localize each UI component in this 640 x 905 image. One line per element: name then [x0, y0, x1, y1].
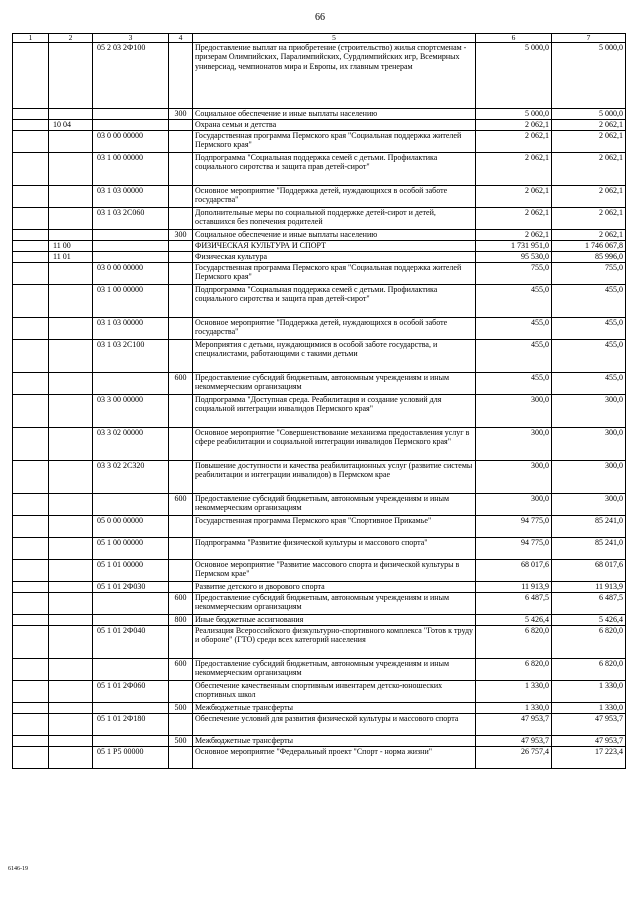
target-code-cell: 05 0 00 00000 — [93, 516, 169, 538]
expense-type-cell — [169, 186, 193, 208]
section-code-cell — [49, 461, 93, 494]
section-code-cell — [49, 263, 93, 285]
target-code-cell — [93, 252, 169, 263]
amount-col6-cell: 5 000,0 — [476, 43, 552, 109]
amount-col7-cell: 455,0 — [552, 373, 626, 395]
description-cell: Социальное обеспечение и иные выплаты населению — [193, 109, 476, 120]
amount-col7-cell: 2 062,1 — [552, 186, 626, 208]
amount-col6-cell: 94 775,0 — [476, 516, 552, 538]
section-code-cell — [49, 593, 93, 615]
col1-cell — [13, 208, 49, 230]
col1-cell — [13, 626, 49, 659]
description-cell: Дополнительные меры по социальной поддержке детей-сирот и детей, оставшихся без попечения родителей — [193, 208, 476, 230]
amount-col7-cell: 11 913,9 — [552, 582, 626, 593]
header-cell: 3 — [93, 34, 169, 43]
amount-col7-cell: 1 330,0 — [552, 681, 626, 703]
col1-cell — [13, 615, 49, 626]
expense-type-cell: 300 — [169, 230, 193, 241]
amount-col7-cell: 2 062,1 — [552, 230, 626, 241]
amount-col6-cell: 95 530,0 — [476, 252, 552, 263]
description-cell: Предоставление субсидий бюджетным, автономным учреждениям и иным некоммерческим организациям — [193, 659, 476, 681]
description-cell: Предоставление субсидий бюджетным, автономным учреждениям и иным некоммерческим организациям — [193, 494, 476, 516]
target-code-cell: 03 1 03 00000 — [93, 186, 169, 208]
target-code-cell: 03 1 00 00000 — [93, 285, 169, 318]
section-code-cell — [49, 714, 93, 736]
target-code-cell — [93, 241, 169, 252]
section-code-cell — [49, 626, 93, 659]
description-cell: ФИЗИЧЕСКАЯ КУЛЬТУРА И СПОРТ — [193, 241, 476, 252]
col1-cell — [13, 516, 49, 538]
expense-type-cell — [169, 538, 193, 560]
amount-col6-cell: 5 426,4 — [476, 615, 552, 626]
section-code-cell — [49, 538, 93, 560]
table-row — [13, 340, 626, 373]
footer-code: 6146-19 — [8, 866, 28, 872]
description-cell: Предоставление выплат на приобретение (строительство) жилья спортсменам - призерам Олимпийских, Паралимпийских, Сурдлимпийских игр, Всемирных универсиад, чемпионатов мира и Европы, их главным тренерам — [193, 43, 476, 109]
section-code-cell — [49, 131, 93, 153]
description-cell: Охрана семьи и детства — [193, 120, 476, 131]
col1-cell — [13, 461, 49, 494]
col1-cell — [13, 252, 49, 263]
amount-col6-cell: 455,0 — [476, 285, 552, 318]
amount-col7-cell: 2 062,1 — [552, 131, 626, 153]
table-row — [13, 109, 626, 120]
header-cell: 7 — [552, 34, 626, 43]
expense-type-cell — [169, 131, 193, 153]
col1-cell — [13, 593, 49, 615]
expense-type-cell: 600 — [169, 494, 193, 516]
amount-col6-cell: 5 000,0 — [476, 109, 552, 120]
description-cell: Развитие детского и дворового спорта — [193, 582, 476, 593]
target-code-cell: 05 1 00 00000 — [93, 538, 169, 560]
amount-col7-cell: 5 000,0 — [552, 43, 626, 109]
expense-type-cell — [169, 747, 193, 769]
description-cell: Основное мероприятие "Федеральный проект "Спорт - норма жизни" — [193, 747, 476, 769]
col1-cell — [13, 340, 49, 373]
description-cell: Реализация Всероссийского физкультурно-спортивного комплекса "Готов к труду и обороне" (ГТО) среди всех категорий населения — [193, 626, 476, 659]
description-cell: Предоставление субсидий бюджетным, автономным учреждениям и иным некоммерческим организациям — [193, 593, 476, 615]
target-code-cell: 03 1 03 2С100 — [93, 340, 169, 373]
col1-cell — [13, 681, 49, 703]
description-cell: Повышение доступности и качества реабилитационных услуг (развитие системы реабилитации и интеграции инвалидов) в Пермском крае — [193, 461, 476, 494]
col1-cell — [13, 241, 49, 252]
target-code-cell: 05 2 03 2Ф100 — [93, 43, 169, 109]
amount-col7-cell: 85 996,0 — [552, 252, 626, 263]
description-cell: Основное мероприятие "Поддержка детей, нуждающихся в особой заботе государства" — [193, 318, 476, 340]
section-code-cell — [49, 318, 93, 340]
table-row — [13, 626, 626, 659]
col1-cell — [13, 131, 49, 153]
section-code-cell — [49, 736, 93, 747]
amount-col6-cell: 300,0 — [476, 428, 552, 461]
description-cell: Иные бюджетные ассигнования — [193, 615, 476, 626]
description-cell: Подпрограмма "Социальная поддержка семей с детьми. Профилактика социального сиротства и защита прав детей-сирот" — [193, 153, 476, 186]
table-row — [13, 747, 626, 769]
amount-col6-cell: 47 953,7 — [476, 714, 552, 736]
amount-col7-cell: 5 426,4 — [552, 615, 626, 626]
table-row — [13, 582, 626, 593]
expense-type-cell — [169, 318, 193, 340]
description-cell: Государственная программа Пермского края "Спортивное Прикамье" — [193, 516, 476, 538]
section-code-cell — [49, 582, 93, 593]
target-code-cell — [93, 593, 169, 615]
table-row — [13, 681, 626, 703]
section-code-cell — [49, 747, 93, 769]
target-code-cell — [93, 373, 169, 395]
amount-col6-cell: 2 062,1 — [476, 230, 552, 241]
amount-col7-cell: 1 746 067,8 — [552, 241, 626, 252]
section-code-cell — [49, 395, 93, 428]
amount-col7-cell: 455,0 — [552, 340, 626, 373]
amount-col7-cell: 68 017,6 — [552, 560, 626, 582]
target-code-cell: 03 3 02 2С320 — [93, 461, 169, 494]
amount-col7-cell: 300,0 — [552, 494, 626, 516]
page-number: 66 — [315, 12, 325, 23]
amount-col6-cell: 2 062,1 — [476, 153, 552, 186]
target-code-cell: 03 1 03 2С060 — [93, 208, 169, 230]
description-cell: Мероприятия с детьми, нуждающимися в особой заботе государства, и специалистами, работающими с такими детьми — [193, 340, 476, 373]
budget-table — [12, 33, 626, 769]
table-row — [13, 373, 626, 395]
table-row — [13, 186, 626, 208]
table-row — [13, 703, 626, 714]
target-code-cell: 03 1 00 00000 — [93, 153, 169, 186]
table-row — [13, 461, 626, 494]
target-code-cell — [93, 703, 169, 714]
target-code-cell: 05 1 01 2Ф030 — [93, 582, 169, 593]
col1-cell — [13, 714, 49, 736]
expense-type-cell — [169, 241, 193, 252]
target-code-cell — [93, 120, 169, 131]
table-row — [13, 43, 626, 109]
section-code-cell — [49, 109, 93, 120]
description-cell: Обеспечение качественным спортивным инвентарем детско-юношеских спортивных школ — [193, 681, 476, 703]
col1-cell — [13, 109, 49, 120]
expense-type-cell — [169, 428, 193, 461]
description-cell: Основное мероприятие "Развитие массового спорта и физической культуры в Пермском крае" — [193, 560, 476, 582]
target-code-cell: 03 3 00 00000 — [93, 395, 169, 428]
section-code-cell — [49, 373, 93, 395]
target-code-cell: 03 0 00 00000 — [93, 131, 169, 153]
col1-cell — [13, 736, 49, 747]
col1-cell — [13, 186, 49, 208]
amount-col6-cell: 2 062,1 — [476, 186, 552, 208]
amount-col6-cell: 1 330,0 — [476, 703, 552, 714]
section-code-cell — [49, 703, 93, 714]
description-cell: Подпрограмма "Развитие физической культуры и массового спорта" — [193, 538, 476, 560]
table-row — [13, 131, 626, 153]
col1-cell — [13, 318, 49, 340]
section-code-cell — [49, 153, 93, 186]
amount-col7-cell: 2 062,1 — [552, 153, 626, 186]
section-code-cell — [49, 428, 93, 461]
col1-cell — [13, 263, 49, 285]
amount-col6-cell: 455,0 — [476, 373, 552, 395]
header-cell: 6 — [476, 34, 552, 43]
target-code-cell: 03 3 02 00000 — [93, 428, 169, 461]
table-row — [13, 120, 626, 131]
table-row — [13, 230, 626, 241]
target-code-cell — [93, 736, 169, 747]
description-cell: Подпрограмма "Доступная среда. Реабилитация и создание условий для социальной интеграции инвалидов Пермского края" — [193, 395, 476, 428]
amount-col7-cell: 6 820,0 — [552, 659, 626, 681]
amount-col6-cell: 2 062,1 — [476, 120, 552, 131]
amount-col7-cell: 6 487,5 — [552, 593, 626, 615]
amount-col6-cell: 2 062,1 — [476, 208, 552, 230]
table-row — [13, 252, 626, 263]
expense-type-cell — [169, 516, 193, 538]
table-row — [13, 736, 626, 747]
amount-col7-cell: 85 241,0 — [552, 538, 626, 560]
section-code-cell: 10 04 — [49, 120, 93, 131]
expense-type-cell — [169, 626, 193, 659]
amount-col7-cell: 47 953,7 — [552, 736, 626, 747]
amount-col7-cell: 455,0 — [552, 318, 626, 340]
amount-col7-cell: 300,0 — [552, 395, 626, 428]
table-row — [13, 560, 626, 582]
col1-cell — [13, 494, 49, 516]
col1-cell — [13, 560, 49, 582]
col1-cell — [13, 747, 49, 769]
amount-col7-cell: 300,0 — [552, 461, 626, 494]
expense-type-cell — [169, 461, 193, 494]
expense-type-cell — [169, 153, 193, 186]
target-code-cell: 05 1 01 00000 — [93, 560, 169, 582]
amount-col6-cell: 300,0 — [476, 461, 552, 494]
description-cell: Основное мероприятие "Поддержка детей, нуждающихся в особой заботе государства" — [193, 186, 476, 208]
table-row — [13, 153, 626, 186]
expense-type-cell — [169, 714, 193, 736]
amount-col7-cell: 2 062,1 — [552, 120, 626, 131]
amount-col6-cell: 755,0 — [476, 263, 552, 285]
expense-type-cell — [169, 582, 193, 593]
col1-cell — [13, 428, 49, 461]
expense-type-cell — [169, 285, 193, 318]
col1-cell — [13, 659, 49, 681]
header-cell: 2 — [49, 34, 93, 43]
target-code-cell: 03 0 00 00000 — [93, 263, 169, 285]
col1-cell — [13, 43, 49, 109]
section-code-cell — [49, 516, 93, 538]
table-row — [13, 615, 626, 626]
amount-col7-cell: 2 062,1 — [552, 208, 626, 230]
col1-cell — [13, 230, 49, 241]
description-cell: Государственная программа Пермского края "Социальная поддержка жителей Пермского края" — [193, 263, 476, 285]
expense-type-cell: 300 — [169, 109, 193, 120]
section-code-cell — [49, 285, 93, 318]
col1-cell — [13, 120, 49, 131]
amount-col7-cell: 17 223,4 — [552, 747, 626, 769]
table-row — [13, 208, 626, 230]
header-row — [13, 34, 626, 43]
table-row — [13, 263, 626, 285]
table-row — [13, 659, 626, 681]
section-code-cell — [49, 560, 93, 582]
expense-type-cell — [169, 263, 193, 285]
description-cell: Межбюджетные трансферты — [193, 703, 476, 714]
description-cell: Социальное обеспечение и иные выплаты населению — [193, 230, 476, 241]
table-row — [13, 285, 626, 318]
header-cell: 1 — [13, 34, 49, 43]
expense-type-cell: 600 — [169, 593, 193, 615]
table-row — [13, 428, 626, 461]
target-code-cell — [93, 109, 169, 120]
amount-col6-cell: 94 775,0 — [476, 538, 552, 560]
table-row — [13, 494, 626, 516]
col1-cell — [13, 538, 49, 560]
amount-col6-cell: 6 820,0 — [476, 626, 552, 659]
amount-col6-cell: 6 820,0 — [476, 659, 552, 681]
table-row — [13, 516, 626, 538]
expense-type-cell — [169, 560, 193, 582]
amount-col6-cell: 455,0 — [476, 318, 552, 340]
expense-type-cell — [169, 208, 193, 230]
header-cell: 4 — [169, 34, 193, 43]
col1-cell — [13, 285, 49, 318]
expense-type-cell: 500 — [169, 736, 193, 747]
target-code-cell — [93, 230, 169, 241]
section-code-cell — [49, 43, 93, 109]
table-row — [13, 395, 626, 428]
target-code-cell — [93, 494, 169, 516]
amount-col7-cell: 455,0 — [552, 285, 626, 318]
table-row — [13, 318, 626, 340]
amount-col6-cell: 1 330,0 — [476, 681, 552, 703]
col1-cell — [13, 703, 49, 714]
amount-col7-cell: 5 000,0 — [552, 109, 626, 120]
amount-col7-cell: 300,0 — [552, 428, 626, 461]
amount-col6-cell: 11 913,9 — [476, 582, 552, 593]
target-code-cell: 05 1 P5 00000 — [93, 747, 169, 769]
section-code-cell: 11 00 — [49, 241, 93, 252]
amount-col6-cell: 68 017,6 — [476, 560, 552, 582]
expense-type-cell — [169, 681, 193, 703]
col1-cell — [13, 153, 49, 186]
table-row — [13, 714, 626, 736]
section-code-cell — [49, 340, 93, 373]
table-row — [13, 538, 626, 560]
expense-type-cell — [169, 120, 193, 131]
description-cell: Обеспечение условий для развития физической культуры и массового спорта — [193, 714, 476, 736]
section-code-cell — [49, 208, 93, 230]
col1-cell — [13, 395, 49, 428]
amount-col6-cell: 300,0 — [476, 395, 552, 428]
col1-cell — [13, 582, 49, 593]
target-code-cell: 05 1 01 2Ф180 — [93, 714, 169, 736]
target-code-cell: 03 1 03 00000 — [93, 318, 169, 340]
section-code-cell — [49, 494, 93, 516]
amount-col6-cell: 47 953,7 — [476, 736, 552, 747]
col1-cell — [13, 373, 49, 395]
expense-type-cell: 600 — [169, 373, 193, 395]
amount-col7-cell: 85 241,0 — [552, 516, 626, 538]
section-code-cell — [49, 659, 93, 681]
description-cell: Межбюджетные трансферты — [193, 736, 476, 747]
section-code-cell: 11 01 — [49, 252, 93, 263]
section-code-cell — [49, 681, 93, 703]
amount-col6-cell: 2 062,1 — [476, 131, 552, 153]
expense-type-cell: 600 — [169, 659, 193, 681]
expense-type-cell — [169, 340, 193, 373]
target-code-cell — [93, 615, 169, 626]
description-cell: Предоставление субсидий бюджетным, автономным учреждениям и иным некоммерческим организациям — [193, 373, 476, 395]
amount-col6-cell: 300,0 — [476, 494, 552, 516]
expense-type-cell: 800 — [169, 615, 193, 626]
description-cell: Основное мероприятие "Совершенствование механизма предоставления услуг в сфере реабилитации и социальной интеграции инвалидов Пермского края" — [193, 428, 476, 461]
amount-col7-cell: 755,0 — [552, 263, 626, 285]
table-row — [13, 241, 626, 252]
amount-col6-cell: 455,0 — [476, 340, 552, 373]
target-code-cell — [93, 659, 169, 681]
target-code-cell: 05 1 01 2Ф040 — [93, 626, 169, 659]
expense-type-cell — [169, 252, 193, 263]
amount-col7-cell: 1 330,0 — [552, 703, 626, 714]
description-cell: Государственная программа Пермского края "Социальная поддержка жителей Пермского края" — [193, 131, 476, 153]
expense-type-cell: 500 — [169, 703, 193, 714]
section-code-cell — [49, 615, 93, 626]
expense-type-cell — [169, 43, 193, 109]
header-cell: 5 — [193, 34, 476, 43]
amount-col7-cell: 6 820,0 — [552, 626, 626, 659]
section-code-cell — [49, 230, 93, 241]
description-cell: Физическая культура — [193, 252, 476, 263]
amount-col6-cell: 1 731 951,0 — [476, 241, 552, 252]
expense-type-cell — [169, 395, 193, 428]
amount-col7-cell: 47 953,7 — [552, 714, 626, 736]
amount-col6-cell: 26 757,4 — [476, 747, 552, 769]
amount-col6-cell: 6 487,5 — [476, 593, 552, 615]
section-code-cell — [49, 186, 93, 208]
table-row — [13, 593, 626, 615]
target-code-cell: 05 1 01 2Ф060 — [93, 681, 169, 703]
description-cell: Подпрограмма "Социальная поддержка семей с детьми. Профилактика социального сиротства и защита прав детей-сирот" — [193, 285, 476, 318]
